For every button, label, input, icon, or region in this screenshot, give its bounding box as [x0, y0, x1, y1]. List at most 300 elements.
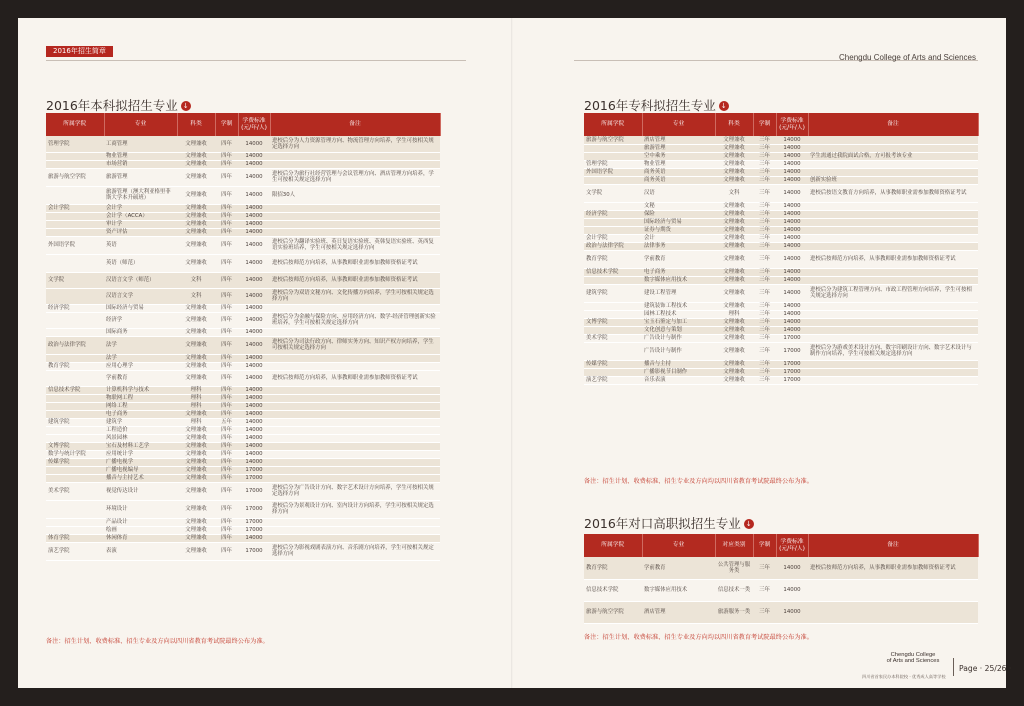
table-row: [46, 254, 440, 272]
column-header-duration: 学制: [753, 113, 776, 136]
major-cell: 汉语言文学: [104, 288, 177, 304]
duration-cell: 四年: [215, 426, 238, 434]
table-row: [584, 276, 978, 284]
major-cell: 文化创意与策划: [642, 326, 715, 334]
duration-cell: 四年: [215, 534, 238, 542]
duration-cell: 四年: [215, 458, 238, 466]
category-cell: 文理兼收: [177, 482, 215, 500]
junior-college-note: 备注：招生计划、收费标准、招生专业及方向均以四川省教育考试院最终公布为准。: [584, 478, 813, 485]
major-cell: 广播影视节目制作: [642, 368, 715, 376]
remark-cell: [270, 160, 440, 168]
remark-cell: [270, 526, 440, 534]
duration-cell: 三年: [753, 184, 776, 202]
remark-cell: [808, 318, 978, 326]
fee-cell: 17000: [776, 368, 808, 376]
category-cell: 文理兼收: [715, 268, 753, 276]
fee-cell: 14000: [238, 336, 270, 354]
remark-cell: [808, 210, 978, 218]
remark-cell: [270, 450, 440, 458]
fee-cell: 14000: [238, 152, 270, 160]
college-cell: 教育学院: [584, 557, 642, 579]
remark-cell: 限招30人: [270, 186, 440, 204]
column-header-fee: 学费标准 (元/年/人): [776, 113, 808, 136]
fee-cell: 14000: [238, 370, 270, 386]
college-cell: 外国语学院: [584, 168, 642, 176]
duration-cell: 四年: [215, 466, 238, 474]
remark-cell: [808, 376, 978, 384]
category-cell: 旅游服务一类: [715, 601, 753, 623]
major-cell: 旅游管理: [104, 168, 177, 186]
fee-cell: 14000: [776, 184, 808, 202]
duration-cell: 三年: [753, 136, 776, 144]
duration-cell: 四年: [215, 500, 238, 518]
duration-cell: 三年: [753, 601, 776, 623]
college-cell: [46, 410, 104, 418]
major-cell: 绘画: [104, 526, 177, 534]
table-row: [46, 228, 440, 236]
category-cell: 文理兼收: [177, 534, 215, 542]
fee-cell: 14000: [238, 236, 270, 254]
category-cell: 文理兼收: [715, 218, 753, 226]
vocational-note: 备注：招生计划、收费标准、招生专业及方向均以四川省教育考试院最终公布为准。: [584, 634, 813, 641]
category-cell: 文理兼收: [715, 326, 753, 334]
duration-cell: 三年: [753, 284, 776, 302]
duration-cell: 四年: [215, 152, 238, 160]
major-cell: 建筑装饰工程技术: [642, 302, 715, 310]
duration-cell: 三年: [753, 226, 776, 234]
remark-cell: [808, 168, 978, 176]
college-cell: [46, 186, 104, 204]
college-cell: [46, 312, 104, 328]
remark-cell: [270, 458, 440, 466]
category-cell: 文科: [715, 184, 753, 202]
fee-cell: 14000: [776, 168, 808, 176]
table-row: [584, 218, 978, 226]
college-cell: 政治与法律学院: [584, 242, 642, 250]
table-row: [46, 212, 440, 220]
table-row: [46, 288, 440, 304]
college-cell: 教育学院: [584, 250, 642, 268]
column-header-category: 科类: [177, 113, 215, 136]
table-row: [584, 268, 978, 276]
duration-cell: 四年: [215, 254, 238, 272]
table-row: [584, 160, 978, 168]
duration-cell: 三年: [753, 326, 776, 334]
category-cell: 理科: [177, 394, 215, 402]
footer-subtitle: 四川省首家民办本科院校 · 优秀成人高等学校: [862, 674, 946, 679]
table-row: [584, 176, 978, 184]
undergrad-table: [46, 113, 441, 561]
college-cell: [46, 402, 104, 410]
category-cell: 文理兼收: [177, 442, 215, 450]
category-cell: 文理兼收: [177, 434, 215, 442]
college-cell: [46, 394, 104, 402]
category-cell: 文理兼收: [715, 318, 753, 326]
footer-logo-line1: Chengdu College: [890, 652, 936, 658]
major-cell: 广告设计与制作: [642, 334, 715, 342]
category-cell: 信息技术一类: [715, 579, 753, 601]
duration-cell: 五年: [215, 418, 238, 426]
college-cell: [46, 500, 104, 518]
college-cell: [46, 370, 104, 386]
major-cell: 应用心理学: [104, 362, 177, 370]
duration-cell: 四年: [215, 394, 238, 402]
major-cell: 法律事务: [642, 242, 715, 250]
table-row: [46, 394, 440, 402]
duration-cell: 四年: [215, 482, 238, 500]
college-cell: 政治与法律学院: [46, 336, 104, 354]
category-cell: 文理兼收: [715, 176, 753, 184]
remark-cell: 进校后分为景观设计方向、室内设计方向培养，学生可按相关规定选择方向: [270, 500, 440, 518]
category-cell: 理科: [177, 386, 215, 394]
duration-cell: 三年: [753, 168, 776, 176]
fee-cell: 14000: [238, 402, 270, 410]
table-row: [584, 579, 978, 601]
duration-cell: 四年: [215, 168, 238, 186]
fee-cell: 14000: [776, 318, 808, 326]
fee-cell: 17000: [238, 500, 270, 518]
table-row: [46, 458, 440, 466]
duration-cell: 四年: [215, 136, 238, 152]
duration-cell: 三年: [753, 176, 776, 184]
table-row: [46, 370, 440, 386]
college-cell: 会计学院: [584, 234, 642, 242]
table-header-row: [584, 113, 978, 136]
category-cell: 文理兼收: [177, 458, 215, 466]
fee-cell: 14000: [238, 228, 270, 236]
remark-cell: 进校后分为旅行社经营管理与会议管理方向、酒店管理方向培养，学生可按相关规定选择方向: [270, 168, 440, 186]
table-row: [46, 442, 440, 450]
major-cell: 建设工程管理: [642, 284, 715, 302]
category-cell: 文理兼收: [177, 426, 215, 434]
table-row: [584, 342, 978, 360]
category-cell: 文理兼收: [715, 334, 753, 342]
major-cell: 商务英语: [642, 168, 715, 176]
college-cell: 数学与统计学院: [46, 450, 104, 458]
duration-cell: 三年: [753, 376, 776, 384]
table-row: [46, 500, 440, 518]
college-cell: [46, 354, 104, 362]
duration-cell: 三年: [753, 210, 776, 218]
fee-cell: 17000: [776, 342, 808, 360]
fee-cell: 14000: [238, 288, 270, 304]
category-cell: 文理兼收: [177, 328, 215, 336]
column-header-category: 对应类别: [715, 534, 753, 557]
college-cell: [46, 220, 104, 228]
major-cell: 英语（师范）: [104, 254, 177, 272]
college-cell: [584, 218, 642, 226]
category-cell: 文理兼收: [177, 152, 215, 160]
duration-cell: 三年: [753, 557, 776, 579]
college-cell: 信息技术学院: [46, 386, 104, 394]
table-row: [584, 234, 978, 242]
category-cell: 文理兼收: [715, 234, 753, 242]
duration-cell: 四年: [215, 442, 238, 450]
remark-cell: [808, 202, 978, 210]
table-row: [46, 136, 440, 152]
footer-logo-line2: of Arts and Sciences: [886, 658, 940, 665]
duration-cell: 四年: [215, 434, 238, 442]
table-row: [46, 312, 440, 328]
vocational-table: [584, 534, 979, 624]
college-cell: 旅游与航空学院: [584, 136, 642, 144]
remark-cell: [808, 136, 978, 144]
remark-cell: 进校后按语文教育方向培养，从事教师职业需参加教师资格证考试: [808, 184, 978, 202]
table-header-row: [46, 113, 440, 136]
duration-cell: 四年: [215, 542, 238, 560]
remark-cell: [270, 212, 440, 220]
remark-cell: [808, 310, 978, 318]
table-row: [46, 474, 440, 482]
column-header-category: 科类: [715, 113, 753, 136]
table-row: [46, 336, 440, 354]
duration-cell: 四年: [215, 160, 238, 168]
table-row: [584, 302, 978, 310]
fee-cell: 14000: [776, 160, 808, 168]
category-cell: 文科: [177, 272, 215, 288]
major-cell: 工程造价: [104, 426, 177, 434]
major-cell: 学前教育: [642, 557, 715, 579]
major-cell: 酒店管理: [642, 136, 715, 144]
college-cell: 体育学院: [46, 534, 104, 542]
duration-cell: 四年: [215, 186, 238, 204]
column-header-major: 专业: [642, 534, 715, 557]
category-cell: 文理兼收: [715, 250, 753, 268]
fee-cell: 14000: [776, 202, 808, 210]
remark-cell: [270, 474, 440, 482]
college-cell: 传媒学院: [584, 360, 642, 368]
major-cell: 音乐表演: [642, 376, 715, 384]
duration-cell: 四年: [215, 288, 238, 304]
remark-cell: 学生需通过我院面试合格，方可报考该专业: [808, 152, 978, 160]
category-cell: 文理兼收: [177, 518, 215, 526]
major-cell: 市场营销: [104, 160, 177, 168]
major-cell: 风景园林: [104, 434, 177, 442]
college-cell: [584, 276, 642, 284]
category-cell: 文理兼收: [177, 304, 215, 312]
footer-divider: [953, 658, 954, 676]
duration-cell: 三年: [753, 268, 776, 276]
table-row: [46, 410, 440, 418]
table-row: [584, 210, 978, 218]
category-cell: 文科: [177, 288, 215, 304]
college-cell: 经济学院: [584, 210, 642, 218]
category-cell: 文理兼收: [177, 336, 215, 354]
category-cell: 文理兼收: [177, 220, 215, 228]
college-cell: [584, 310, 642, 318]
fee-cell: 14000: [776, 310, 808, 318]
college-cell: 美术学院: [584, 334, 642, 342]
fee-cell: 14000: [776, 176, 808, 184]
remark-cell: 进校后按师范方向培养，从事教师职业需参加教师资格证考试: [808, 557, 978, 579]
major-cell: 广播电视编导: [104, 466, 177, 474]
duration-cell: 四年: [215, 304, 238, 312]
major-cell: 酒店管理: [642, 601, 715, 623]
column-header-college: 所属学院: [584, 534, 642, 557]
undergrad-title: 2016年本科拟招生专业 ↓: [46, 96, 191, 114]
fee-cell: 14000: [238, 386, 270, 394]
duration-cell: 三年: [753, 310, 776, 318]
category-cell: 文理兼收: [715, 302, 753, 310]
table-row: [584, 376, 978, 384]
college-cell: [46, 426, 104, 434]
duration-cell: 三年: [753, 302, 776, 310]
table-row: [46, 450, 440, 458]
remark-cell: 进校后分为司法行政方向、律师实务方向、知识产权方向培养，学生可按相关规定选择方向: [270, 336, 440, 354]
college-cell: 管理学院: [584, 160, 642, 168]
table-row: [584, 368, 978, 376]
fee-cell: 14000: [238, 136, 270, 152]
fee-cell: 14000: [776, 234, 808, 242]
major-cell: 园林工程技术: [642, 310, 715, 318]
duration-cell: 四年: [215, 236, 238, 254]
duration-cell: 三年: [753, 342, 776, 360]
remark-cell: [808, 579, 978, 601]
table-row: [584, 136, 978, 144]
fee-cell: 14000: [238, 220, 270, 228]
table-row: [584, 318, 978, 326]
category-cell: 文理兼收: [715, 144, 753, 152]
college-cell: [46, 518, 104, 526]
remark-cell: 进校后按师范方向培养，从事教师职业需参加教师资格证考试: [270, 254, 440, 272]
category-cell: 文理兼收: [715, 160, 753, 168]
category-cell: 文理兼收: [177, 370, 215, 386]
major-cell: 宝玉石鉴定与加工: [642, 318, 715, 326]
major-cell: 国际经济与贸易: [642, 218, 715, 226]
fee-cell: 14000: [776, 136, 808, 144]
fee-cell: 14000: [238, 312, 270, 328]
category-cell: 文理兼收: [715, 226, 753, 234]
remark-cell: [270, 426, 440, 434]
duration-cell: 四年: [215, 354, 238, 362]
major-cell: 宝石及材料工艺学: [104, 442, 177, 450]
table-row: [584, 284, 978, 302]
fee-cell: 17000: [238, 474, 270, 482]
remark-cell: [808, 334, 978, 342]
fee-cell: 14000: [776, 326, 808, 334]
category-cell: 文理兼收: [177, 466, 215, 474]
remark-cell: [270, 328, 440, 336]
category-cell: 文理兼收: [177, 236, 215, 254]
table-row: [46, 354, 440, 362]
duration-cell: 四年: [215, 386, 238, 394]
major-cell: 会计: [642, 234, 715, 242]
major-cell: 数字媒体应用技术: [642, 579, 715, 601]
remark-cell: [808, 326, 978, 334]
header-tag: 2016年招生简章: [46, 46, 113, 57]
remark-cell: [270, 152, 440, 160]
column-header-major: 专业: [642, 113, 715, 136]
college-cell: [46, 526, 104, 534]
duration-cell: 三年: [753, 276, 776, 284]
header-rule-left: [46, 60, 466, 61]
table-row: [584, 360, 978, 368]
category-cell: 文理兼收: [177, 354, 215, 362]
table-row: [584, 326, 978, 334]
fee-cell: 14000: [776, 250, 808, 268]
remark-cell: 进校后分为双语文秘方向、文化传播方向培养，学生可按相关规定选择方向: [270, 288, 440, 304]
college-cell: 文学院: [46, 272, 104, 288]
category-cell: 文理兼收: [715, 342, 753, 360]
fee-cell: 14000: [238, 212, 270, 220]
remark-cell: 进校后分为金融与保险方向、应用经济方向、数学-经济管理创新实验班培养，学生可按相关规定选择方向: [270, 312, 440, 328]
major-cell: 工商管理: [104, 136, 177, 152]
major-cell: 广播电视学: [104, 458, 177, 466]
major-cell: 学前教育: [642, 250, 715, 268]
major-cell: 休闲体育: [104, 534, 177, 542]
fee-cell: 14000: [238, 204, 270, 212]
college-cell: [584, 326, 642, 334]
college-cell: 会计学院: [46, 204, 104, 212]
major-cell: 资产评估: [104, 228, 177, 236]
category-cell: 文理兼收: [177, 204, 215, 212]
college-cell: [584, 342, 642, 360]
category-cell: 文理兼收: [177, 136, 215, 152]
column-header-fee: 学费标准 (元/年/人): [238, 113, 270, 136]
college-cell: [46, 466, 104, 474]
duration-cell: 三年: [753, 368, 776, 376]
page-number: Page · 25/26 ·: [959, 664, 1012, 673]
table-row: [46, 272, 440, 288]
major-cell: 数字媒体应用技术: [642, 276, 715, 284]
fee-cell: 14000: [238, 418, 270, 426]
fee-cell: 14000: [238, 410, 270, 418]
table-row: [46, 418, 440, 426]
table-row: [46, 236, 440, 254]
duration-cell: 四年: [215, 526, 238, 534]
fee-cell: 14000: [238, 534, 270, 542]
category-cell: 文理兼收: [715, 276, 753, 284]
duration-cell: 三年: [753, 334, 776, 342]
major-cell: 电子商务: [642, 268, 715, 276]
category-cell: 公共管理与服务类: [715, 557, 753, 579]
remark-cell: [808, 268, 978, 276]
category-cell: 文理兼收: [715, 284, 753, 302]
fee-cell: 17000: [776, 360, 808, 368]
category-cell: 文理兼收: [177, 500, 215, 518]
college-cell: 美术学院: [46, 482, 104, 500]
college-cell: [584, 152, 642, 160]
college-cell: 教育学院: [46, 362, 104, 370]
table-row: [46, 386, 440, 394]
remark-cell: [270, 410, 440, 418]
category-cell: 文理兼收: [177, 160, 215, 168]
college-cell: [46, 254, 104, 272]
remark-cell: [808, 160, 978, 168]
remark-cell: [808, 144, 978, 152]
remark-cell: [270, 228, 440, 236]
major-cell: 环境设计: [104, 500, 177, 518]
remark-cell: [270, 220, 440, 228]
table-row: [584, 168, 978, 176]
remark-cell: 进校后按师范方向培养，从事教师职业需参加教师资格证考试: [808, 250, 978, 268]
category-cell: 理科: [715, 310, 753, 318]
table-row: [46, 402, 440, 410]
remark-cell: 创新实验班: [808, 176, 978, 184]
table-row: [46, 482, 440, 500]
duration-cell: 四年: [215, 204, 238, 212]
major-cell: 经济学: [104, 312, 177, 328]
remark-cell: [270, 304, 440, 312]
arrow-down-icon: ↓: [744, 519, 754, 529]
column-header-duration: 学制: [215, 113, 238, 136]
college-cell: [584, 202, 642, 210]
undergrad-note: 备注：招生计划、收费标准、招生专业及方向以四川省教育考试院最终公布为准。: [46, 638, 269, 645]
remark-cell: [270, 442, 440, 450]
fee-cell: 17000: [238, 526, 270, 534]
column-header-college: 所属学院: [46, 113, 104, 136]
college-cell: 文博学院: [46, 442, 104, 450]
